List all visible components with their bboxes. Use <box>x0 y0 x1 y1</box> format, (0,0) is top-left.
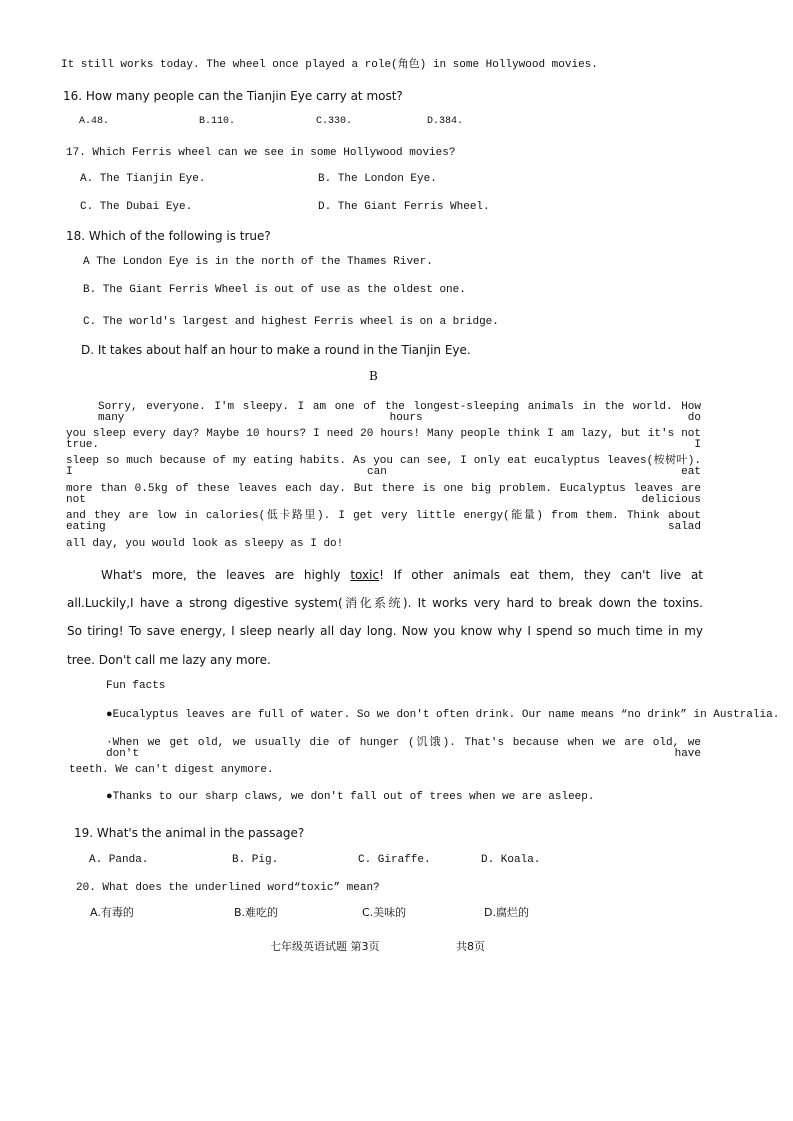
passage-line: sleep so much because of my eating habits. As you can see, I only eat eucalyptus leaves(桉树叶). I can eat <box>66 455 701 478</box>
question-19-option-d[interactable]: D. Koala. <box>481 854 541 866</box>
question-18-option-c[interactable]: C. The world's largest and highest Ferris wheel is on a bridge. <box>83 316 499 328</box>
passage-line: more than 0.5kg of these leaves each day. But there is one big problem. Eucalyptus leaves are not delicious <box>66 483 701 506</box>
question-16-option-d[interactable]: D.384. <box>427 116 464 127</box>
passage-line: tree. Don't call me lazy any more. <box>67 653 271 667</box>
question-17-option-c[interactable]: C. The Dubai Eye. <box>80 201 193 213</box>
question-19-option-a[interactable]: A. Panda. <box>89 854 149 866</box>
question-18-option-a[interactable]: A The London Eye is in the north of the Thames River. <box>83 256 433 268</box>
question-18-option-b[interactable]: B. The Giant Ferris Wheel is out of use as the oldest one. <box>83 284 466 296</box>
question-17-option-a[interactable]: A. The Tianjin Eye. <box>80 173 206 185</box>
question-20-option-b[interactable]: B.难吃的 <box>234 906 279 919</box>
question-20-stem: 20. What does the underlined word“toxic” mean? <box>76 882 380 894</box>
passage-line-with-toxic <box>101 569 703 581</box>
fun-fact-3: ●Thanks to our sharp claws, we don't fall out of trees when we are asleep. <box>106 791 595 803</box>
passage-line: you sleep every day? Maybe 10 hours? I need 20 hours! Many people think I am lazy, but it's not true. I <box>66 428 701 451</box>
passage-line: So tiring! To save energy, I sleep nearly all day long. Now you know why I spend so much time in my <box>67 624 703 638</box>
intro-line: It still works today. The wheel once played a role(角色) in some Hollywood movies. <box>61 59 598 71</box>
section-b-heading: B <box>369 369 378 383</box>
question-16-option-c[interactable]: C.330. <box>316 116 353 127</box>
question-18-option-d[interactable]: D. It takes about half an hour to make a round in the Tianjin Eye. <box>81 343 471 357</box>
question-20-option-a[interactable]: A.有毒的 <box>90 906 134 919</box>
fun-fact-2: ·When we get old, we usually die of hunger (饥饿). That's because when we are old, we don't have <box>106 737 701 760</box>
question-18-stem: 18. Which of the following is true? <box>66 229 271 243</box>
question-16-option-a[interactable]: A.48. <box>79 116 110 127</box>
passage-line: all.Luckily,I have a strong digestive system(消化系统). It works very hard to break down the toxins. <box>67 596 703 610</box>
question-17-option-d[interactable]: D. The Giant Ferris Wheel. <box>318 201 490 213</box>
passage-text: What's more, the leaves are highly <box>101 568 351 582</box>
question-17-option-b[interactable]: B. The London Eye. <box>318 173 437 185</box>
footer-total-pages: 共8页 <box>456 940 485 953</box>
footer-page-info: 七年级英语试题 第3页 <box>270 940 380 953</box>
question-16-stem: 16. How many people can the Tianjin Eye carry at most? <box>63 89 403 103</box>
underlined-word-toxic: toxic <box>350 568 380 582</box>
question-17-stem: 17. Which Ferris wheel can we see in some Hollywood movies? <box>66 147 456 159</box>
passage-line: and they are low in calories(低卡路里). I get very little energy(能量) from them. Think about eating salad <box>66 510 701 533</box>
passage-line: Sorry, everyone. I'm sleepy. I am one of the longest-sleeping animals in the world. How many hours do <box>98 401 701 424</box>
passage-text: ! If other animals eat them, they can't live at <box>379 568 704 582</box>
question-19-option-c[interactable]: C. Giraffe. <box>358 854 431 866</box>
fun-fact-1: ●Eucalyptus leaves are full of water. So we don't often drink. Our name means “no drink” in Australia. <box>106 709 780 721</box>
question-20-option-d[interactable]: D.腐烂的 <box>484 906 529 919</box>
question-19-option-b[interactable]: B. Pig. <box>232 854 279 866</box>
question-19-stem: 19. What's the animal in the passage? <box>74 826 305 840</box>
question-16-option-b[interactable]: B.110. <box>199 116 236 127</box>
question-20-option-c[interactable]: C.美味的 <box>362 906 407 919</box>
fun-fact-2-continued: teeth. We can't digest anymore. <box>69 764 274 776</box>
passage-line: all day, you would look as sleepy as I do! <box>66 538 344 550</box>
fun-facts-title: Fun facts <box>106 680 166 692</box>
